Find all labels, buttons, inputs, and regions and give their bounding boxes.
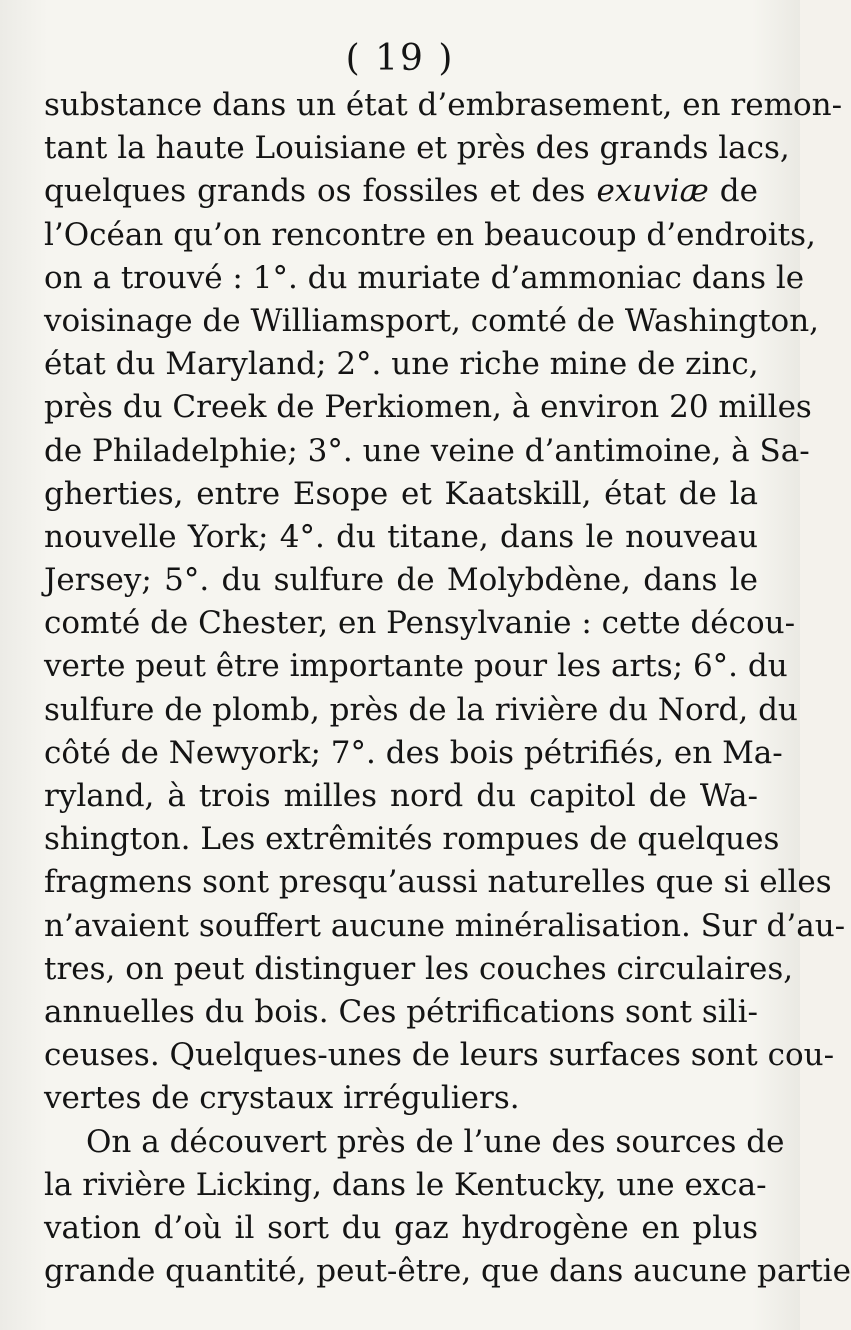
text-line: près du Creek de Perkiomen, à environ 20 milles — [44, 389, 812, 426]
text-line: On a découvert près de l’une des sources de — [86, 1123, 785, 1160]
text-line: Jersey; 5°. du sulfure de Molybdène, dans le — [44, 562, 758, 599]
text-line: tres, on peut distinguer les couches circulaires, — [44, 950, 794, 987]
text-line: substance dans un état d’embrasement, en remon- — [44, 87, 843, 123]
text-line: de Philadelphie; 3°. une veine d’antimoine, à Sa- — [44, 432, 810, 469]
text-line: voisinage de Williamsport, comté de Washington, — [44, 302, 820, 339]
text-line: annuelles du bois. Ces pétrifications sont sili- — [44, 993, 758, 1030]
text-line: état du Maryland; 2°. une riche mine de zinc, — [44, 346, 759, 383]
page-number: ( 19 ) — [345, 38, 455, 79]
text-line: shington. Les extrêmités rompues de quelques — [44, 821, 780, 858]
text-line: la rivière Licking, dans le Kentucky, une exca- — [44, 1166, 767, 1203]
text-line: nouvelle York; 4°. du titane, dans le nouveau — [44, 518, 758, 555]
text-line: quelques grands os fossiles et des exuviæ de — [44, 173, 758, 210]
body-text — [44, 84, 851, 1293]
text-line: grande quantité, peut-être, que dans aucune partie — [44, 1253, 851, 1290]
text-line: comté de Chester, en Pensylvanie : cette décou- — [44, 605, 796, 642]
text-line: on a trouvé : 1°. du muriate d’ammoniac dans le — [44, 259, 805, 296]
text-line: sulfure de plomb, près de la rivière du Nord, du — [44, 691, 798, 728]
text-line: ryland, à trois milles nord du capitol de Wa- — [44, 778, 758, 814]
text-line: fragmens sont presqu’aussi naturelles que si elles — [44, 864, 832, 901]
text-line: vation d’où il sort du gaz hydrogène en plus — [44, 1209, 758, 1246]
text-line: l’Océan qu’on rencontre en beaucoup d’endroits, — [44, 216, 816, 253]
text-line: verte peut être importante pour les arts; 6°. du — [44, 648, 788, 685]
text-line: vertes de crystaux irréguliers. — [44, 1080, 520, 1117]
text-line: côté de Newyork; 7°. des bois pétrifiés, en Ma- — [44, 734, 783, 771]
text-line: ceuses. Quelques-unes de leurs surfaces sont cou- — [44, 1037, 835, 1074]
text-line: n’avaient souffert aucune minéralisation. Sur d’au- — [44, 907, 846, 944]
text-line: tant la haute Louisiane et près des grands lacs, — [44, 130, 790, 167]
text-line: gherties, entre Esope et Kaatskill, état de la — [44, 475, 758, 512]
